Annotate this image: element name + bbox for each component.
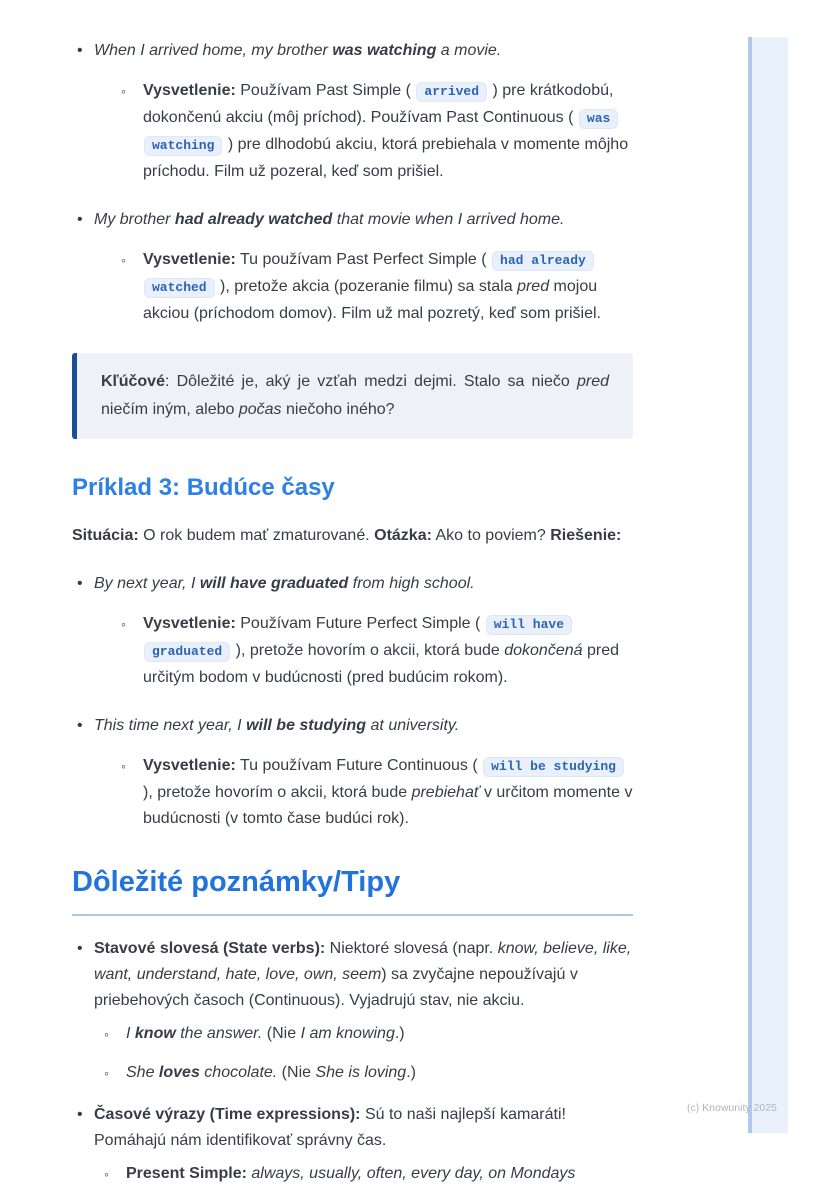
- text-segment: Stavové slovesá (State verbs):: [94, 940, 326, 957]
- list-item-group: [72, 207, 633, 327]
- bullet-icon: •: [77, 211, 83, 228]
- text-segment: Ako to poviem?: [431, 527, 551, 544]
- text-segment: ), pretože akcia (pozeranie filmu) sa stala: [215, 278, 518, 295]
- text-segment: pred: [517, 278, 550, 295]
- text-segment: počas: [238, 401, 282, 418]
- sub-bullet-icon: ◦: [104, 1026, 109, 1042]
- text-segment: ), pretože hovorím o akcii, ktorá bude: [143, 784, 412, 801]
- text-segment: ) pre dlhodobú akciu, ktorá prebiehala v momente môjho príchodu. Film už pozeral, keď som prišiel.: [143, 136, 629, 180]
- sub-bullet-icon: ◦: [104, 1065, 109, 1081]
- bullet-icon: •: [77, 42, 83, 59]
- text-segment: Používam Future Perfect Simple (: [235, 615, 485, 632]
- list-item-group: [72, 571, 633, 691]
- text-segment: Vysvetlenie:: [143, 615, 236, 632]
- section-heading-future-tenses: Príklad 3: Budúce časy: [72, 474, 335, 501]
- text-segment: .): [406, 1064, 416, 1081]
- text-segment: This time next year, I: [94, 717, 247, 734]
- example-sentence: [94, 713, 633, 739]
- text-segment: (Nie: [277, 1064, 316, 1081]
- text-segment: v určitom momente v budúcnosti (v tomto čase budúci rok).: [143, 784, 633, 827]
- tip-example: [126, 1161, 633, 1187]
- text-segment: pred určitým bodom v budúcnosti (pred budúcim rokom).: [143, 642, 619, 686]
- sub-list-item: [117, 753, 633, 832]
- tip-example: [126, 1060, 633, 1086]
- text-segment: niečím iným, alebo: [101, 401, 239, 418]
- list-item: [72, 207, 633, 233]
- sub-bullet-icon: ◦: [121, 252, 126, 268]
- text-segment: Tu používam Future Continuous (: [235, 757, 483, 774]
- text-segment: will have graduated: [199, 575, 349, 592]
- scrollbar-track[interactable]: [752, 37, 788, 1133]
- bullet-icon: •: [77, 575, 83, 592]
- situation-paragraph: [72, 523, 633, 549]
- callout-text: [101, 373, 609, 418]
- text-segment: ) pre krátkodobú, dokončenú akciu (môj príchod). Používam Past Continuous (: [143, 82, 614, 126]
- list-item: [72, 1102, 633, 1154]
- text-segment: mojou akciou (príchodom domov). Film už mal pozretý, keď som prišiel.: [143, 278, 601, 322]
- list-item-group: [72, 713, 633, 832]
- code-badge: was watching: [144, 109, 618, 156]
- list-item-group: [72, 1102, 633, 1187]
- text-segment: a movie.: [436, 42, 502, 59]
- text-segment: Present Simple:: [126, 1165, 247, 1182]
- text-segment: ) sa zvyčajne nepoužívajú v priebehových časoch (Continuous). Vyjadrujú stav, nie akciu.: [94, 966, 578, 1009]
- text-segment: Časové výrazy (Time expressions):: [94, 1106, 361, 1123]
- list-item: [72, 936, 633, 1014]
- text-segment: Kľúčové: [101, 373, 165, 390]
- sub-list-item: [117, 78, 633, 185]
- text-segment: Vysvetlenie:: [143, 757, 236, 774]
- sub-list-item: [100, 1060, 633, 1086]
- text-segment: pred: [576, 373, 609, 390]
- example-sentence: [94, 38, 633, 64]
- code-badge: will have graduated: [144, 615, 572, 662]
- text-segment: prebiehať: [411, 784, 480, 801]
- text-segment: O rok budem mať zmaturované.: [138, 527, 375, 544]
- text-segment: know: [134, 1025, 176, 1042]
- section-heading-notes-tips: Dôležité poznámky/Tipy: [72, 864, 633, 916]
- example-sentence: [94, 207, 633, 233]
- list-item-group: [72, 38, 633, 185]
- text-segment: always, usually, often, every day, on Mondays: [246, 1165, 576, 1182]
- sub-list-item: [100, 1161, 633, 1187]
- sub-list-item: [117, 247, 633, 327]
- bullet-icon: •: [77, 1106, 83, 1123]
- explanation-text: [143, 611, 633, 691]
- tip-text: [94, 936, 633, 1014]
- sub-bullet-icon: ◦: [104, 1166, 109, 1182]
- text-segment: Otázka:: [374, 527, 432, 544]
- text-segment: Niektoré slovesá (napr.: [325, 940, 498, 957]
- key-callout: [72, 353, 633, 439]
- list-item: [72, 38, 633, 64]
- code-badge: arrived: [416, 82, 487, 102]
- text-segment: dokončená: [504, 642, 583, 659]
- text-segment: Používam Past Simple (: [235, 82, 416, 99]
- document-content: [72, 38, 633, 1203]
- tip-example: [126, 1021, 633, 1047]
- text-segment: had already watched: [174, 211, 333, 228]
- text-segment: know, believe, like, want, understand, hate, love, own, seem: [94, 940, 632, 983]
- tips-list: [72, 936, 633, 1187]
- text-segment: ), pretože hovorím o akcii, ktorá bude: [231, 642, 505, 659]
- code-badge: had already watched: [144, 251, 594, 298]
- sub-list-item: [100, 1021, 633, 1047]
- sub-bullet-icon: ◦: [121, 616, 126, 632]
- text-segment: Vysvetlenie:: [143, 251, 236, 268]
- text-segment: My brother: [94, 211, 175, 228]
- text-segment: from high school.: [348, 575, 475, 592]
- text-segment: the answer.: [175, 1025, 263, 1042]
- text-segment: at university.: [366, 717, 460, 734]
- text-segment: : Dôležité je, aký je vzťah medzi dejmi. Stalo sa niečo: [164, 373, 577, 390]
- text-segment: She: [126, 1064, 159, 1081]
- sub-bullet-icon: ◦: [121, 758, 126, 774]
- bullet-icon: •: [77, 717, 83, 734]
- text-segment: Vysvetlenie:: [143, 82, 236, 99]
- sub-bullet-icon: ◦: [121, 83, 126, 99]
- text-segment: When I arrived home, my brother: [94, 42, 333, 59]
- explanation-text: [143, 247, 633, 327]
- text-segment: I: [126, 1025, 135, 1042]
- code-badge: will be studying: [483, 757, 624, 777]
- explanation-text: [143, 753, 633, 832]
- text-segment: loves: [158, 1064, 200, 1081]
- text-segment: I am knowing: [300, 1025, 395, 1042]
- text-segment: By next year, I: [94, 575, 200, 592]
- example-sentence: [94, 571, 633, 597]
- text-segment: will be studying: [246, 717, 367, 734]
- text-segment: was watching: [332, 42, 437, 59]
- list-item: [72, 571, 633, 597]
- scrollbar[interactable]: [748, 37, 788, 1133]
- copyright-watermark: (c) Knowunity 2025: [687, 1102, 777, 1114]
- text-segment: She is loving: [315, 1064, 407, 1081]
- text-segment: chocolate.: [199, 1064, 278, 1081]
- text-segment: Tu používam Past Perfect Simple (: [235, 251, 492, 268]
- text-segment: Situácia:: [72, 527, 139, 544]
- text-segment: that movie when I arrived home.: [332, 211, 565, 228]
- text-segment: niečoho iného?: [281, 401, 395, 418]
- text-segment: (Nie: [262, 1025, 301, 1042]
- text-segment: Sú to naši najlepší kamaráti! Pomáhajú nám identifikovať správny čas.: [94, 1106, 566, 1149]
- sub-list-item: [117, 611, 633, 691]
- list-item: [72, 713, 633, 739]
- text-segment: .): [394, 1025, 405, 1042]
- explanation-text: [143, 78, 633, 185]
- tip-text: [94, 1102, 633, 1154]
- bullet-icon: •: [77, 940, 83, 957]
- text-segment: Riešenie:: [550, 527, 622, 544]
- list-item-group: [72, 936, 633, 1086]
